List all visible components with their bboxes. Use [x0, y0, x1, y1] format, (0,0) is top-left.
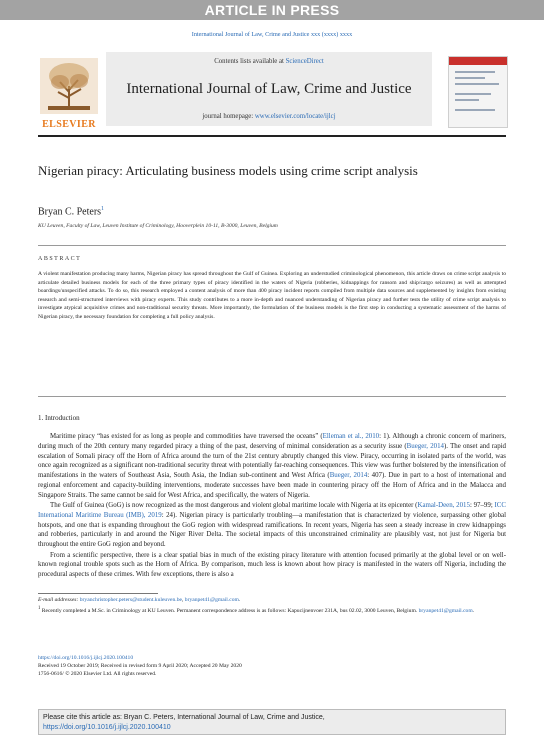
email-footnote: [38, 597, 506, 605]
text-run: : 24). Nigerian piracy is particularly troubling—a manifestation that is characterized by violence, surpassing other global hotspots, and one that is expanding throughout the GoG region with widespread ramifications. In recent years, Nigeria has seen a steady increase in crew kidnappings and robberies, particularly in and around the Niger River Delta. The societal impacts of this unconstrained criminality are plausibly vast, not just for Nigeria but throughout the entire GoG region and beyond.: [38, 511, 506, 549]
citation-link[interactable]: Elleman et al., 2010: [322, 433, 380, 440]
sciencedirect-link[interactable]: ScienceDirect: [285, 58, 324, 65]
cover-band: [449, 57, 507, 65]
abstract-end-rule: [38, 396, 506, 397]
email-label: E-mail addresses:: [38, 597, 79, 603]
issn-copyright: 1756-0616/ © 2020 Elsevier Ltd. All rights reserved.: [38, 670, 157, 677]
text-run: : 97–99;: [469, 502, 495, 510]
footnote-number: 1: [38, 605, 41, 611]
section-heading-introduction: 1. Introduction: [38, 414, 80, 422]
citation-link[interactable]: Kamal-Deen, 2015: [417, 502, 470, 510]
text-run: : 407). Due in part to a host of international and regional enforcement and capacity-building interventions, moderate successes have been made in countering piracy off the Horn of Africa and in the Malacca and Singapore Straits. The same cannot be said for West Africa, and specifically, the waters of Nigeria.: [38, 472, 506, 499]
homepage-link[interactable]: www.elsevier.com/locate/ijlcj: [254, 113, 336, 120]
publisher-name: ELSEVIER: [42, 119, 96, 130]
journal-title: International Journal of Law, Crime and Justice: [126, 81, 412, 97]
article-title: Nigerian piracy: Articulating business models using crime script analysis: [38, 163, 418, 178]
journal-masthead: [106, 52, 432, 126]
abstract-heading: ABSTRACT: [38, 256, 82, 262]
footnotes: [38, 597, 506, 615]
footnote-end: .: [472, 607, 475, 614]
cite-this-article-box: [38, 709, 506, 735]
cover-line: [455, 83, 499, 85]
author-name: Bryan C. Peters: [38, 206, 102, 218]
doi-link[interactable]: https://doi.org/10.1016/j.ijlcj.2020.100410: [38, 655, 134, 661]
author-footnote: [38, 605, 506, 616]
email-end: .: [238, 597, 241, 603]
email-separator: ,: [182, 597, 185, 603]
abstract-rule: [38, 245, 506, 246]
cover-line: [455, 109, 495, 111]
cite-text: Please cite this article as: Bryan C. Peters, International Journal of Law, Crime and Justice,: [43, 714, 325, 721]
homepage-line: [106, 113, 432, 120]
footnote-text: Recently completed a M.Sc. in Criminology at KU Leuven. Permanent correspondence address is as follows: Kapucijnenvoer 231A, bus 02.02, 3000 Leuven, Belgium.: [41, 607, 418, 614]
journal-cover-thumbnail: [448, 56, 508, 128]
article-in-press-banner: ARTICLE IN PRESS: [0, 0, 544, 20]
author-affiliation: KU Leuven, Faculty of Law, Leuven Institute of Criminology, Hooverplein 10-11, B-3000, Leuven, Belgium: [38, 223, 278, 229]
email-link[interactable]: bryanchristopher.peters@student.kuleuven.be: [79, 597, 182, 603]
cite-doi-link[interactable]: https://doi.org/10.1016/j.ijlcj.2020.100410: [43, 723, 171, 731]
contents-line: [106, 58, 432, 65]
contents-prefix: Contents lists available at: [214, 58, 286, 65]
citation-link[interactable]: ICC International Maritime Bureau (IMB), 2019: [38, 502, 506, 519]
citation-link[interactable]: Bueger, 2014: [329, 472, 368, 480]
author-footnote-marker[interactable]: 1: [101, 206, 105, 212]
footnote-rule: [38, 593, 158, 594]
introduction-body: [38, 432, 506, 580]
text-run: From a scientific perspective, there is a clear spatial bias in much of the existing piracy literature with attention focused primarily at the global level or on well-known regional trouble spots such as the Horn of Africa. By comparison, much less is known about how piracy is manifested in the waters off Nigeria, including the procedural aspects of these crimes. With few exceptions, there is also a: [38, 551, 506, 579]
journal-header: [38, 52, 506, 128]
elsevier-tree-icon: [38, 56, 100, 118]
article-metadata: [38, 655, 506, 678]
homepage-prefix: journal homepage:: [202, 113, 255, 120]
text-run: The Gulf of Guinea (GoG) is now recognized as the most dangerous and violent global maritime locale with Nigeria at its epicenter (: [50, 502, 418, 510]
paragraph: [38, 432, 506, 501]
text-run: ). The onset and rapid escalation of Somali piracy off the Horn of Africa around the turn of the 21st century abruptly changed this view. Piracy, occurring in isolated parts of the world, was once again recognized as a significant non-traditional security threat with potentially far-reaching consequences. This view was further bolstered by the intensification of manifestations in the waters of Southeast Asia, South Asia, the Indian sub-continent and West Africa (: [38, 442, 506, 480]
paragraph: [38, 551, 506, 580]
citation-link[interactable]: Bueger, 2014: [406, 442, 444, 450]
cover-line: [455, 71, 495, 73]
paragraph: [38, 501, 506, 550]
text-run: : 1). Although a chronic concern of mariners, during much of the 20th century many regarded piracy a thing of the past, deserving of minimal consideration as a security issue (: [38, 433, 506, 450]
email-link[interactable]: bryanpet41@gmail.com: [184, 597, 239, 603]
elsevier-logo: [38, 56, 100, 130]
received-dates: Received 19 October 2019; Received in revised form 9 April 2020; Accepted 20 May 2020: [38, 662, 242, 669]
journal-citation-line: International Journal of Law, Crime and Justice xxx (xxxx) xxxx: [191, 31, 353, 38]
cover-line: [455, 99, 479, 101]
cover-line: [455, 77, 485, 79]
author-line: [38, 206, 104, 217]
header-rule: [38, 135, 506, 137]
text-run: Maritime piracy “has existed for as long as people and commodities have traversed the oceans” (: [50, 433, 323, 440]
email-link[interactable]: bryanpet41@gmail.com: [418, 607, 473, 614]
cover-line: [455, 93, 491, 95]
abstract-text: A violent manifestation producing many harms, Nigerian piracy has spread throughout the Gulf of Guinea. Exploring an understudied criminological phenomenon, this article draws on crime script analysis to articulate detailed business models for each of the three primary types of piracy identified in the waters of Nigeria (robberies, kidnappings for ransom and ship/cargo seizures) as well as attempted boardings/unspecified attacks. To do so, this research employed a content analysis of more than 400 piracy incident reports compiled from multiple data sources and supplemented by insights from existing research and semi-structured interviews with piracy experts. This study contributes to a more in-depth and nuanced understanding of Nigerian piracy and further tests the utility of crime script analysis to investigate atypical acquisitive crimes and non-traditional security threats. More importantly, the formulation of the business models is the first step in conducting a systematic assessment of the harms of Nigerian piracy, the necessary foundation for completing a full policy analysis.: [38, 271, 506, 320]
